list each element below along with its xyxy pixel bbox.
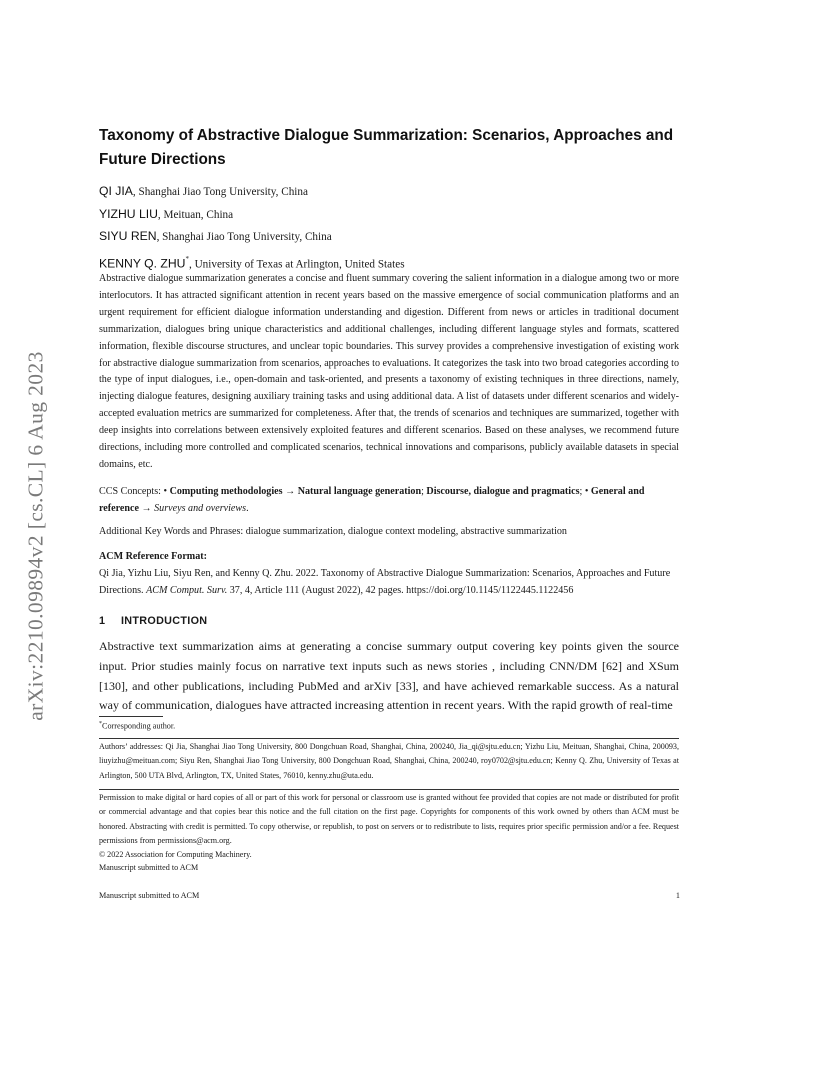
abstract: Abstractive dialogue summarization generates a concise and fluent summary covering the salient information in a dialogue among two or more interlocutors. It has attracted significant attention in recent years based on the massive emergence of social communication platforms and an urgent requirement for efficient dialogue information understanding and digestion. Different from news or articles in traditional document summarization, dialogues bring unique characteristics and additional challenges, including different language styles and formats, scattered information, flexible discourse structures, and unclear topic boundaries. This survey provides a comprehensive investigation of existing work for abstractive dialogue summarization from scenarios, approaches to evaluations. It categorizes the task into two broad categories according to the type of input dialogues, i.e., open-domain and task-oriented, and presents a taxonomy of existing techniques in three directions, namely, injecting dialogue features, designing auxiliary training tasks and using additional data. A list of datasets under different scenarios and widely-accepted evaluation metrics are summarized for completeness. After that, the trends of scenarios and techniques are summarized, together with deep insights into correlations between extensively exploited features and different scenarios. Based on these analyses, we recommend future directions, including more controlled and complicated scenarios, technical innovations and comparisons, publicly available datasets in special domains, etc. — [99, 273, 679, 470]
acm-reference-heading: ACM Reference Format: — [99, 551, 207, 562]
author-entry: SIYU REN, Shanghai Jiao Tong University, China — [99, 229, 332, 243]
paper-title — [99, 124, 699, 172]
author-affiliation: Shanghai Jiao Tong University, China — [162, 231, 332, 243]
author-affiliation: University of Texas at Arlington, United States — [194, 257, 405, 270]
arxiv-stamp: arXiv:2210.09894v2 [cs.CL] 6 Aug 2023 — [23, 351, 48, 721]
author-name: SIYU REN — [99, 229, 157, 243]
page-number: 1 — [675, 891, 680, 900]
author-list — [99, 180, 699, 270]
corresponding-mark: * — [185, 254, 189, 263]
footnote: *Corresponding author. — [99, 721, 176, 731]
footnote-divider — [99, 716, 163, 717]
author-name: KENNY Q. ZHU — [99, 255, 186, 270]
acm-reference: Qi Jia, Yizhu Liu, Siyu Ren, and Kenny Q. Zhu. 2022. Taxonomy of Abstractive Dialogue Summarization: Scenarios, Approaches and Future Directions. ACM Comput. Surv. 37, 4, Article 111 (August 2022), 42 pages. https://doi.org/10.1145/1122445.1122456 — [99, 568, 671, 596]
author-affiliation: Meituan, China — [163, 208, 234, 221]
title-line-1: Taxonomy of Abstractive Dialogue Summarization: Scenarios, Approaches and — [99, 127, 674, 144]
permission-divider — [99, 789, 679, 790]
author-entry: QI JIA, Shanghai Jiao Tong University, China — [99, 184, 308, 198]
footer-left: Manuscript submitted to ACM — [99, 891, 200, 900]
section-heading: 1 INTRODUCTION — [99, 615, 208, 627]
author-affiliation: Shanghai Jiao Tong University, China — [138, 186, 308, 198]
permission-notice: Permission to make digital or hard copies of all or part of this work for personal or classroom use is granted without fee provided that copies are not made or distributed for profit or commercial advantage and that copies bear this notice and the full citation on the first page. Copyrights for components of this work owned by others than ACM must be honored. Abstracting with credit is permitted. To copy otherwise, or republish, to post on servers or to redistribute to lists, requires prior specific permission and/or a fee. Request permissions from permissions@acm.org. — [99, 793, 679, 846]
title-line-2: Future Directions — [99, 151, 226, 168]
author-name: YIZHU LIU — [99, 206, 158, 221]
addresses-divider — [99, 738, 679, 739]
manuscript-note: Manuscript submitted to ACM — [99, 863, 199, 872]
ccs-concepts: CCS Concepts: • Computing methodologies → Natural language generation; Discourse, dialogue and pragmatics; • General and reference → Surveys and overviews. — [99, 486, 645, 514]
introduction-text: Abstractive text summarization aims at generating a concise summary output covering key points given the source input. Prior studies mainly focus on narrative text inputs such as news stories , including CNN/DM [62] and XSum [130], and other publications, including PubMed and arXiv [33], and have achieved remarkable success. As a natural way of communication, dialogues have attracted increasing attention in recent years. With the rapid growth of real-time — [99, 639, 679, 713]
copyright-notice: © 2022 Association for Computing Machinery. — [99, 850, 252, 859]
keywords: Additional Key Words and Phrases: dialogue summarization, dialogue context modeling, abstractive summarization — [99, 526, 567, 537]
author-entry: YIZHU LIU, Meituan, China — [99, 206, 234, 221]
author-addresses: Authors’ addresses: Qi Jia, Shanghai Jiao Tong University, 800 Dongchuan Road, Shanghai, China, 200240, Jia_qi@sjtu.edu.cn; Yizhu Liu, Meituan, Shanghai, China, 200093, liuyizhu@meituan.com; Siyu Ren, Shanghai Jiao Tong University, 800 Dongchuan Road, Shanghai, China, 200240, roy0702@sjtu.edu.cn; Kenny Q. Zhu, University of Texas at Arlington, 500 UTA Blvd, Arlington, TX, United States, 76010, kenny.zhu@uta.edu. — [99, 742, 679, 780]
author-name: QI JIA — [99, 184, 133, 198]
author-entry: KENNY Q. ZHU*, University of Texas at Arlington, United States — [99, 254, 405, 270]
